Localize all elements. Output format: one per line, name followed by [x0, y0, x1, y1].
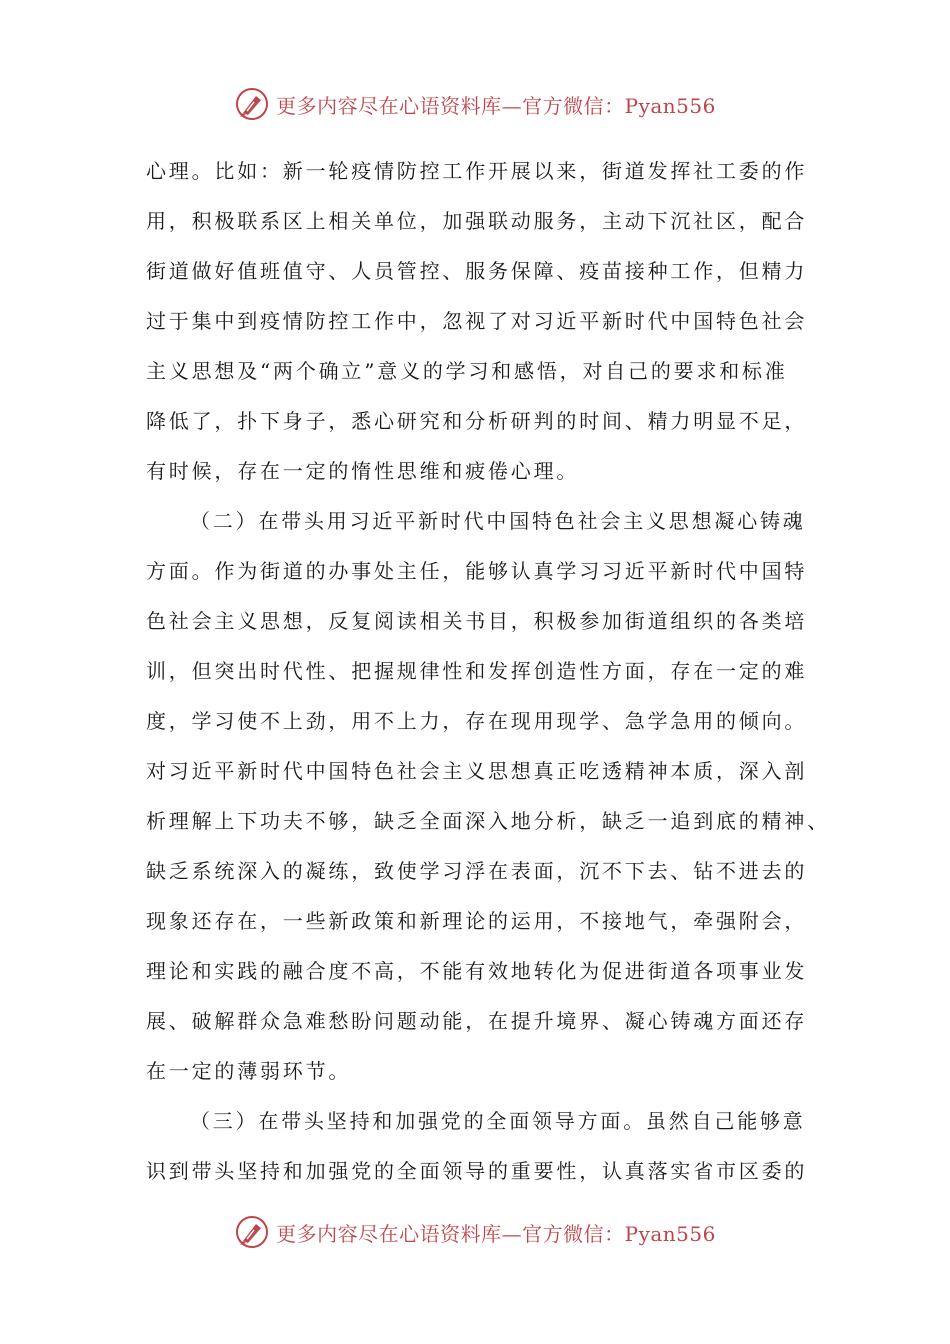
body-line: 现象还存在，一些新政策和新理论的运用，不接地气，牵强附会， — [146, 909, 808, 933]
pen-nib-logo-icon — [234, 1214, 270, 1250]
body-line: 识到带头坚持和加强党的全面领导的重要性，认真落实省市区委的 — [146, 1159, 808, 1183]
section-heading-3: （三）在带头坚持和加强党的全面领导方面。虽然自己能够意 — [190, 1109, 806, 1133]
body-line: 心理。比如：新一轮疫情防控工作开展以来，街道发挥社工委的作 — [146, 159, 808, 183]
body-line: 街道做好值班值守、人员管控、服务保障、疫苗接种工作，但精力 — [146, 259, 808, 283]
body-line: 过于集中到疫情防控工作中，忽视了对习近平新时代中国特色社会 — [146, 309, 808, 333]
body-line: 度，学习使不上劲，用不上力，存在现用现学、急学急用的倾向。 — [146, 709, 808, 733]
body-line: 有时候，存在一定的惰性思维和疲倦心理。 — [146, 459, 580, 483]
body-line: 方面。作为街道的办事处主任，能够认真学习习近平新时代中国特 — [146, 559, 808, 583]
footer-banner — [0, 1210, 950, 1254]
section-heading-2: （二）在带头用习近平新时代中国特色社会主义思想凝心铸魂 — [190, 509, 806, 533]
footer-banner-text: 更多内容尽在心语资料库—官方微信：Pyan556 — [276, 1221, 716, 1246]
header-banner — [0, 82, 950, 126]
body-line: 降低了，扑下身子，悉心研究和分析研判的时间、精力明显不足， — [146, 409, 808, 433]
body-line: 用，积极联系区上相关单位，加强联动服务，主动下沉社区，配合 — [146, 209, 808, 233]
pen-nib-logo-icon — [234, 86, 270, 122]
body-line: 理论和实践的融合度不高，不能有效地转化为促进街道各项事业发 — [146, 959, 808, 983]
document-body — [146, 146, 830, 1196]
body-line: 析理解上下功夫不够，缺乏全面深入地分析，缺乏一追到底的精神、 — [146, 809, 830, 833]
body-line: 缺乏系统深入的凝练，致使学习浮在表面，沉不下去、钻不进去的 — [146, 859, 808, 883]
body-line: 色社会主义思想，反复阅读相关书目，积极参加街道组织的各类培 — [146, 609, 808, 633]
body-line: 展、破解群众急难愁盼问题动能，在提升境界、凝心铸魂方面还存 — [146, 1009, 808, 1033]
body-line: 主义思想及“两个确立”意义的学习和感悟，对自己的要求和标准 — [146, 359, 788, 383]
body-line: 训，但突出时代性、把握规律性和发挥创造性方面，存在一定的难 — [146, 659, 808, 683]
body-line: 在一定的薄弱环节。 — [146, 1059, 352, 1083]
body-line: 对习近平新时代中国特色社会主义思想真正吃透精神本质，深入剖 — [146, 759, 808, 783]
header-banner-text: 更多内容尽在心语资料库—官方微信：Pyan556 — [276, 93, 716, 118]
